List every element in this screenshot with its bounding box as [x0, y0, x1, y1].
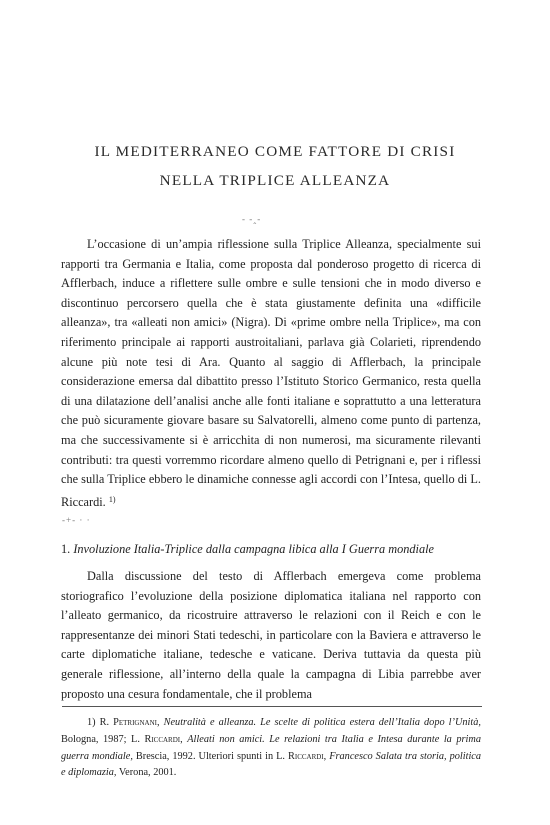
footnote-reference: 1): [108, 494, 116, 504]
scan-smudge: - -‸-: [242, 214, 262, 224]
footnote: [61, 715, 481, 782]
body-paragraph-2: Dalla discussione del testo di Afflerbach emergeva come problema storiografico l’evoluzione della posizione diplomatica italiana nel rapporto con l’alleato germanico, da ricostruire attraverso le relazioni con il Reich e con le rappresentanze dei minori Stati tedeschi, in particolare con la Baviera e attraverso le carte diplomatiche italiane, tedesche e vaticane. Deriva tuttavia da questa più generale riflessione, all’interno della quale la campagna di Libia parrebbe aver proposto una cesura fondamentale, che il problema: [61, 569, 481, 701]
footnote-work-2: Alleati non amici. Le relazioni tra Italia e Intesa durante la prima guerra mondiale,: [61, 733, 481, 762]
chapter-title-line-2: NELLA TRIPLICE ALLEANZA: [159, 172, 391, 189]
footnote-publication-2: Brescia, 1992. Ulteriori spunti in: [135, 750, 274, 762]
footnote-divider: [62, 706, 482, 707]
footnote-author-1: R. Petrignani,: [99, 717, 160, 728]
footnote-work-3: Francesco Salata tra storia, politica e diplomazia,: [61, 750, 482, 779]
footnote-author-2: L. Riccardi,: [131, 733, 183, 745]
body-paragraph-1: [61, 235, 481, 512]
chapter-title-line-1: IL MEDITERRANEO COME FATTORE DI CRISI: [94, 143, 456, 160]
section-number: 1.: [61, 542, 71, 556]
footnote-publication-1: Bologna, 1987;: [61, 733, 127, 745]
footnote-work-1: Neutralità e alleanza. Le scelte di politica estera dell’Italia dopo l’Unità,: [163, 717, 482, 728]
section-title: Involuzione Italia-Triplice dalla campagna libica alla I Guerra mondiale: [73, 542, 434, 556]
footnote-author-3: L. Riccardi,: [276, 750, 327, 762]
section-heading: [61, 540, 501, 558]
footnote-marker: 1): [87, 717, 96, 728]
footnote-publication-3: Verona, 2001.: [118, 767, 177, 779]
paragraph-1-text: L’occasione di un’ampia riflessione sulla Triplice Alleanza, specialmente sui rapporti tra Germania e Italia, come proposta dal ponderoso progetto di ricerca di Afflerbach, induce a riflettere sulle ombre e sulle tensioni che in modo diverso e discontinuo percorsero quella che è stata giustamente definita una «difficile alleanza», tra «alleati non amici» (Nigra). Di «prime ombre nella Triplice», ma con riferimento principale ai rapporti austroitaliani, parlava già Colarieti, riprendendo alcune più note tesi di Ara. Quanto al saggio di Afflerbach, la principale considerazione emersa dal dibattito presso l’Istituto Storico Germanico, resta quella di una dilatazione dell’analisi anche alle fonti italiane e soprattutto a una letteratura che può sicuramente giovare basare su Salvatorelli, almeno come punto di partenza, ma che successivamente si è arricchita di non numerosi, ma sicuramente rilevanti contributi: tra questi vorremmo ricordare almeno quello di Petrignani e, per i riflessi che sulla Triplice ebbero le dinamiche connesse agli accordi con l’Intesa, quello di L. Riccardi.: [61, 237, 481, 509]
scan-smudge: -+- · ·: [62, 515, 91, 525]
